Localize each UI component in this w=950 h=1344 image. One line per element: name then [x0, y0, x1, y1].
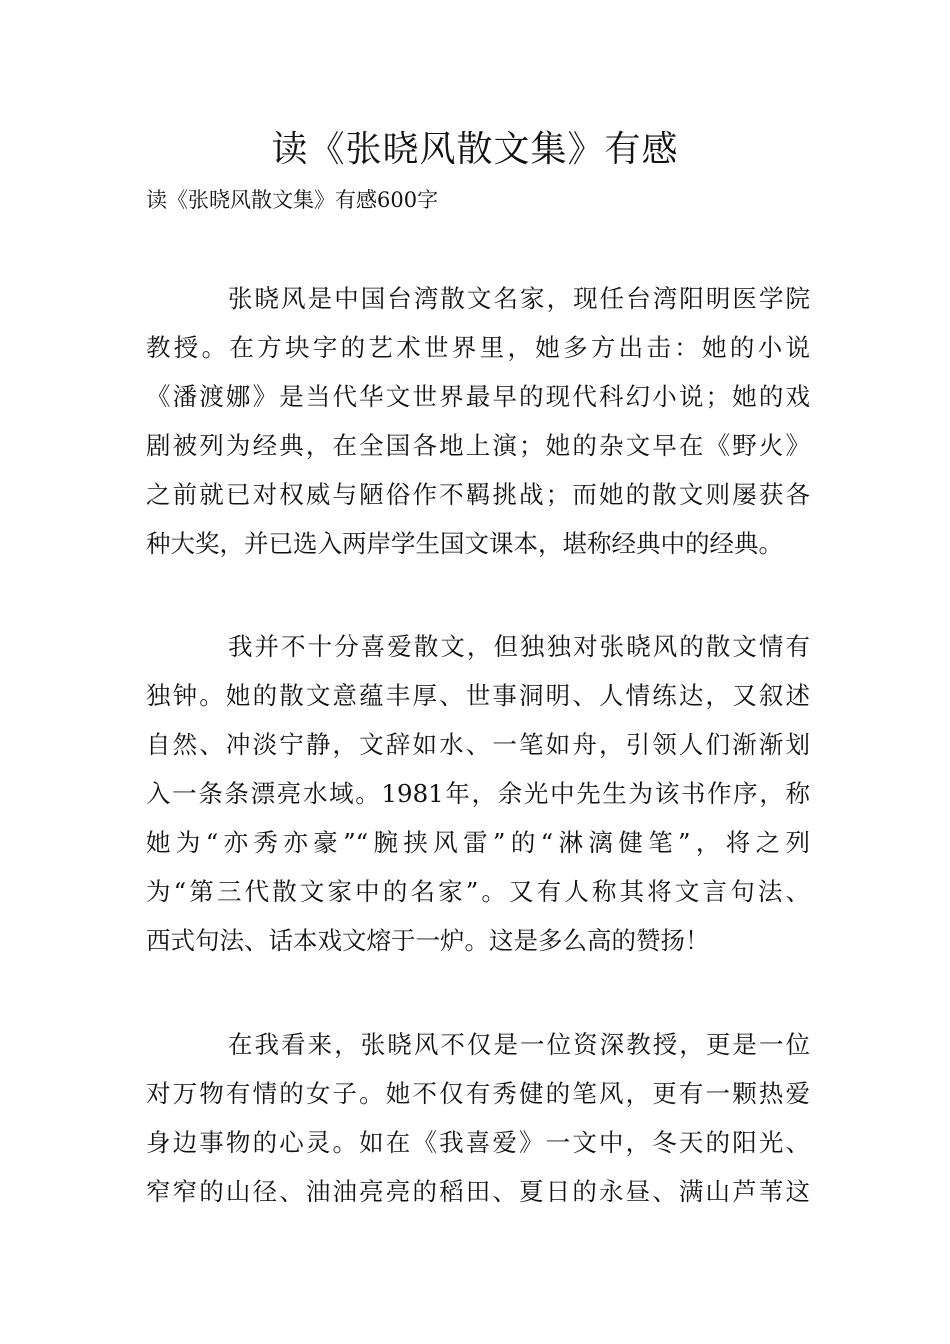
paragraph-line: 之前就已对权威与陋俗作不羁挑战；而她的散文则屡获各: [146, 480, 810, 509]
paragraph-line: 张晓风是中国台湾散文名家，现任台湾阳明医学院: [228, 284, 810, 313]
paragraph-line: 西式句法、话本戏文熔于一炉。这是多么高的赞扬！: [146, 926, 710, 955]
paragraph-line: 对万物有情的女子。她不仅有秀健的笔风，更有一颗热爱: [146, 1079, 810, 1108]
paragraph-line: 《潘渡娜》是当代华文世界最早的现代科幻小说；她的戏: [146, 382, 810, 411]
paragraph-line: 独钟。她的散文意蕴丰厚、世事洞明、人情练达，又叙述: [146, 681, 810, 710]
paragraph-line: 教授。在方块字的艺术世界里，她多方出击：她的小说: [146, 333, 810, 362]
paragraph-1: [146, 274, 810, 568]
document-title: 读《张晓风散文集》有感: [271, 129, 679, 170]
paragraph-line: 自然、冲淡宁静，文辞如水、一笔如舟，引领人们渐渐划: [146, 730, 810, 759]
paragraph-2: [146, 622, 810, 965]
document-subtitle: 读《张晓风散文集》有感600字: [146, 188, 439, 212]
paragraph-line: 身边事物的心灵。如在《我喜爱》一文中，冬天的阳光、: [146, 1128, 810, 1157]
paragraph-line: 为“第三代散文家中的名家”。又有人称其将文言句法、: [146, 877, 810, 906]
paragraph-line: 窄窄的山径、油油亮亮的稻田、夏日的永昼、满山芦苇这: [146, 1177, 810, 1206]
paragraph-line: 她为“亦秀亦豪”“腕挟风雷”的“淋漓健笔”，将之列: [146, 828, 810, 857]
paragraph-line: 入一条条漂亮水域。1981年，余光中先生为该书作序，称: [146, 779, 810, 808]
paragraph-line: 在我看来，张晓风不仅是一位资深教授，更是一位: [228, 1030, 810, 1059]
paragraph-3: [146, 1020, 810, 1216]
paragraph-line: 剧被列为经典，在全国各地上演；她的杂文早在《野火》: [146, 431, 810, 460]
paragraph-line: 种大奖，并已选入两岸学生国文课本，堪称经典中的经典。: [146, 529, 783, 558]
paragraph-line: 我并不十分喜爱散文，但独独对张晓风的散文情有: [228, 632, 810, 661]
